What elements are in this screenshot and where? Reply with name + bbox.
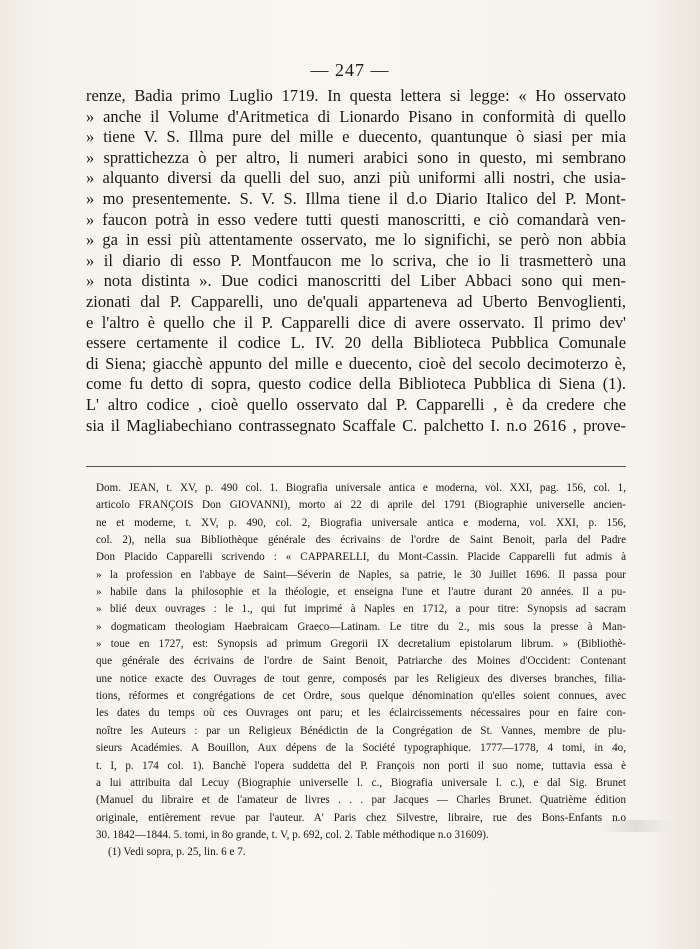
footnote-divider [86, 466, 626, 467]
footnote-line: sieurs Académies. A Bouillon, Aux dépens de la Société typographique. 1777—1778, 4 tomi, in 4o, [96, 742, 626, 755]
footnote-line: Dom. JEAN, t. XV, p. 490 col. 1. Biografia universale antica e moderna, vol. XXI, pag. 156, col. 1, [96, 482, 626, 494]
footnote-line: » toue en 1727, est: Synopsis ad primum Gregorii IX decretalium epistolarum librum. » (Bibliothè- [96, 638, 626, 651]
footnote-line: ne et moderne, t. XV, p. 490, col. 2, Biografia universale antica e moderna, vol. XXI, p. 156, [96, 516, 626, 529]
text-line: zionati dal P. Capparelli, uno de'quali apparteneva ad Uberto Benvoglienti, [86, 291, 626, 311]
text-line: di Siena; giacchè appunto del mille e duecento, cioè del secolo decimoterzo è, [86, 353, 626, 373]
footnote-line: col. 2), nella sua Bibliothèque générale des écrivains de l'ordre de Saint Benoit, parla del Padre [96, 534, 626, 547]
text-line: » il diario di esso P. Montfaucon me lo scriva, che io li trasmetterò una [86, 250, 626, 270]
page-number: — 247 — [310, 60, 390, 80]
footnote-line: Don Placido Capparelli scrivendo : « CAPPARELLI, du Mont-Cassin. Placide Capparelli fut admis à [96, 551, 626, 564]
text-line: essere certamente il codice L. IV. 20 della Biblioteca Pubblica Comunale [86, 333, 626, 353]
footnote-line: tions, réformes et congrégations de cet Ordre, sous quelque dénomination qu'elles soient connues, avec [96, 690, 626, 703]
footnote-line: que générale des écrivains de l'ordre de Saint Benoit, Patriarche des Moines d'Occident: Contenant [96, 655, 626, 668]
footnote-line: a lui attribuita dal Lecuy (Biographie universelle l. c., Biografia universale l. c.), e dal Sig. Brunet [96, 776, 626, 789]
footnote-line: les dates du temps où ces Ouvrages ont paru; et les éclaircissements nécessaires pour en faire con- [96, 707, 626, 720]
text-line: » sprattichezza ò per altro, li numeri arabici sono in questo, mi sembrano [86, 147, 626, 167]
footnote-line: 30. 1842—1844. 5. tomi, in 8o grande, t. V, p. 692, col. 2. Table méthodique n.o 31609). [96, 828, 489, 841]
text-line: » tiene V. S. Illma pure del mille e duecento, quantunque ò siasi per mia [86, 127, 626, 147]
text-line: renze, Badia primo Luglio 1719. In questa lettera si legge: « Ho osservato [86, 86, 626, 105]
footnote-reference: (1) Vedi sopra, p. 25, lin. 6 e 7. [108, 846, 246, 859]
footnote-line: » blié deux ouvrages : le 1., qui fut imprimé à Naples en 1712, a pour titre: Synopsis ad sacram [96, 603, 626, 616]
footnote-line: une notice exacte des Ouvrages de tout genre, composés par les Religieux des diverses branches, filia- [96, 672, 626, 685]
text-line: » mo presentemente. S. V. S. Illma tiene il d.o Diario Italico del P. Mont- [86, 188, 626, 208]
footnote-line: articolo FRANÇOIS Don GIOVANNI), morto ai 22 di aprile del 1791 (Biographie universelle ancien- [96, 499, 626, 512]
text-line: » anche il Volume d'Aritmetica di Lionardo Pisano in conformità di quello [86, 106, 626, 126]
footnotes [96, 480, 626, 862]
bleed-through-mark [600, 820, 670, 832]
text-line: » faucon potrà in esso vedere tutti questi manoscritti, e ciò comandarà ven- [86, 209, 626, 229]
text-line: » alquanto diversi da quelli del suo, anzi più uniformi alli nostri, che usia- [86, 168, 626, 188]
text-line: » nota distinta ». Due codici manoscritti del Liber Abbaci sono qui men- [86, 271, 626, 291]
text-line: » ga in essi più attentamente osservato, me lo significhi, se però non abbia [86, 230, 626, 250]
text-line: L' altro codice , cioè quello osservato dal P. Capparelli , è da credere che [86, 394, 626, 414]
footnote-line: » dogmaticam theologiam Haebraicam Graeco—Latinam. Le titre du 2., mis sous la presse à Man- [96, 620, 626, 633]
footnote-line: noître les Auteurs : par un Religieux Bénédictin de la Congrégation de St. Vannes, membre de plu- [96, 724, 626, 737]
footnote-line: » la profession en l'abbaye de Saint—Séverin de Naples, sa patrie, le 30 Juillet 1696. Il passa pour [96, 568, 626, 581]
text-line: sia il Magliabechiano contrassegnato Scaffale C. palchetto I. n.o 2616 , prove- [86, 415, 626, 435]
footnote-line: originale, entièrement revue par l'auteur. A' Paris chez Silvestre, libraire, rue des Bons-Enfants n.o [96, 811, 626, 824]
footnote-line: » habile dans la philosophie et la théologie, et enseigna l'une et l'autre durant 20 années. Il a pu- [96, 586, 626, 599]
text-line: e l'altro è quello che il P. Capparelli dice di avere osservato. Il primo dev' [86, 312, 626, 332]
text-line: come fu detto di sopra, questo codice della Biblioteca Pubblica di Siena (1). [86, 374, 626, 394]
main-text [86, 86, 626, 436]
footnote-line: (Manuel du libraire et de l'amateur de livres . . . par Jacques — Charles Brunet. Quatrième édition [96, 794, 626, 807]
footnote-line: t. I, p. 174 col. 1). Banchè l'opera suddetta del P. François non porti il suo nome, tuttavia essa è [96, 759, 626, 772]
